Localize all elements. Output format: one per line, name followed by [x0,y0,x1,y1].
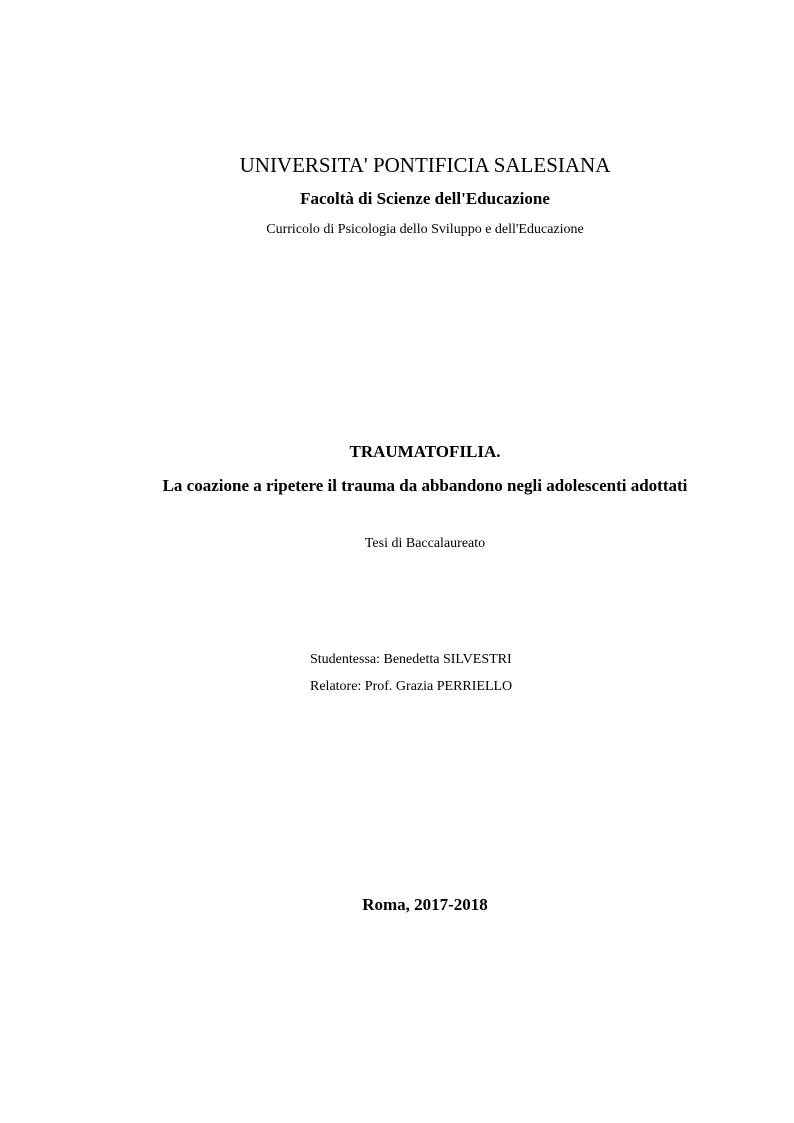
student-name: Studentessa: Benedetta SILVESTRI [310,652,512,667]
author-block [310,646,512,700]
thesis-type: Tesi di Baccalaureato [364,536,486,551]
university-name: UNIVERSITA' PONTIFICIA SALESIANA [239,153,611,177]
thesis-subtitle: La coazione a ripetere il trauma da abbandono negli adolescenti adottati [162,476,688,495]
supervisor-name: Relatore: Prof. Grazia PERRIELLO [310,679,513,694]
place-date: Roma, 2017-2018 [362,895,488,914]
thesis-title: TRAUMATOFILIA. [349,442,501,461]
curriculum-name: Curricolo di Psicologia dello Sviluppo e dell'Educazione [266,222,584,237]
faculty-name: Facoltà di Scienze dell'Educazione [300,189,550,208]
